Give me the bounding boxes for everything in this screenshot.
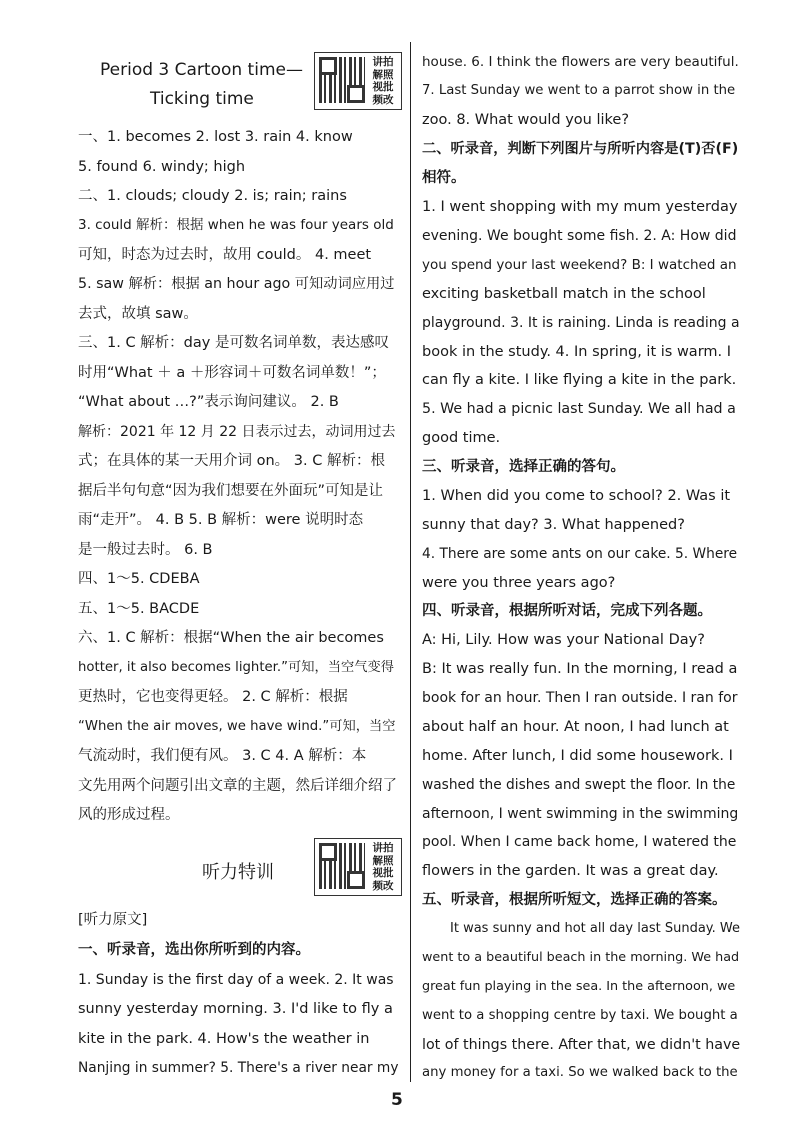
listening-heading: 四、听录音，根据所听对话，完成下列各题。 <box>422 603 712 619</box>
answer-line: 式；在具体的某一天用介词 on。 3. C 解析：根 <box>78 453 385 469</box>
listening-heading: 二、听录音，判断下列图片与所听内容是(T)否(F) <box>422 141 739 157</box>
answer-line: 可知，时态为过去时，故用 could。 4. meet <box>78 247 372 263</box>
qr-caption: 讲拍解照视批频改 <box>372 842 394 892</box>
listening-heading: 一、听录音，选出你所听到的内容。 <box>78 942 310 958</box>
script-line: book in the study. 4. In spring, it is warm. I <box>422 344 732 360</box>
answer-line: 3. could 解析：根据 when he was four years old <box>78 217 394 233</box>
answer-line: 风的形成过程。 <box>78 807 180 823</box>
script-line: were you three years ago? <box>422 575 616 591</box>
period-subtitle: Ticking time <box>150 89 254 109</box>
answer-line: 三、1. C 解析：day 是可数名词单数，表达感叹 <box>78 335 389 351</box>
script-label: [听力原文] <box>78 912 148 928</box>
script-line: 1. I went shopping with my mum yesterday <box>422 199 738 215</box>
answer-line: 雨“走开”。 4. B 5. B 解析：were 说明时态 <box>78 512 364 528</box>
script-line: 4. There are some ants on our cake. 5. Where <box>422 546 738 562</box>
answer-line: 六、1. C 解析：根据“When the air becomes <box>78 630 384 646</box>
column-divider <box>410 42 411 1082</box>
answer-line: 去式，故填 saw。 <box>78 306 198 322</box>
script-line: 5. We had a picnic last Sunday. We all had a <box>422 401 736 417</box>
script-line: 1. Sunday is the first day of a week. 2. It was <box>78 972 394 988</box>
period-title: Period 3 Cartoon time— <box>100 60 303 80</box>
script-line: home. After lunch, I did some housework. I <box>422 748 733 764</box>
answer-line: “When the air moves, we have wind.”可知，当空 <box>78 719 396 734</box>
listening-heading: 五、听录音，根据所听短文，选择正确的答案。 <box>422 892 727 908</box>
answer-line: 五、1～5. BACDE <box>78 601 200 617</box>
answer-line: 是一般过去时。 6. B <box>78 542 213 558</box>
script-line: went to a shopping centre by taxi. We bought a <box>422 1008 738 1023</box>
script-line: kite in the park. 4. How's the weather in <box>78 1031 370 1047</box>
answer-line: 5. saw 解析：根据 an hour ago 可知动词应用过 <box>78 276 395 292</box>
qr-caption: 讲拍解照视批频改 <box>372 56 394 106</box>
script-line: evening. We bought some fish. 2. A: How did <box>422 228 737 244</box>
script-line: lot of things there. After that, we didn't have <box>422 1037 741 1053</box>
section-title: 听力特训 <box>202 862 274 883</box>
answer-line: 时用“What ＋ a ＋形容词＋可数名词单数！”； <box>78 365 386 381</box>
answer-line: 四、1～5. CDEBA <box>78 571 200 587</box>
answer-line: 二、1. clouds; cloudy 2. is; rain; rains <box>78 188 347 204</box>
script-line: sunny that day? 3. What happened? <box>422 517 685 533</box>
script-line: went to a beautiful beach in the morning. We had <box>422 950 740 965</box>
script-line: washed the dishes and swept the floor. In the <box>422 777 736 793</box>
answer-line: hotter, it also becomes lighter.”可知，当空气变得 <box>78 660 394 675</box>
qr-code[interactable] <box>314 838 402 896</box>
answer-line: 一、1. becomes 2. lost 3. rain 4. know <box>78 129 353 145</box>
script-line: Nanjing in summer? 5. There's a river near my <box>78 1060 399 1076</box>
answer-line: 气流动时，我们便有风。 3. C 4. A 解析：本 <box>78 748 367 764</box>
script-line: B: It was really fun. In the morning, I read a <box>422 661 738 677</box>
script-line: playground. 3. It is raining. Linda is reading a <box>422 315 740 331</box>
script-line: good time. <box>422 430 501 446</box>
answer-line: 文先用两个问题引出文章的主题，然后详细介绍了 <box>78 778 397 794</box>
script-line: can fly a kite. I like flying a kite in the park. <box>422 372 737 388</box>
script-line: pool. When I came back home, I watered the <box>422 834 737 850</box>
qr-code-icon <box>319 57 365 103</box>
script-line: afternoon, I went swimming in the swimming <box>422 806 739 822</box>
listening-heading: 三、听录音，选择正确的答句。 <box>422 459 625 475</box>
script-line: It was sunny and hot all day last Sunday. We <box>450 921 740 936</box>
script-line: flowers in the garden. It was a great day. <box>422 863 719 879</box>
script-line: book for an hour. Then I ran outside. I ran for <box>422 690 738 706</box>
script-line: great fun playing in the sea. In the afternoon, we <box>422 979 736 994</box>
script-line: house. 6. I think the flowers are very beautiful. <box>422 54 739 70</box>
script-line: any money for a taxi. So we walked back to the <box>422 1065 738 1080</box>
answer-line: 5. found 6. windy; high <box>78 159 246 175</box>
page-number: 5 <box>391 1090 403 1110</box>
script-line: zoo. 8. What would you like? <box>422 112 630 128</box>
script-line: 1. When did you come to school? 2. Was it <box>422 488 731 504</box>
script-line: 7. Last Sunday we went to a parrot show in the <box>422 83 736 98</box>
script-line: A: Hi, Lily. How was your National Day? <box>422 632 705 648</box>
listening-heading: 相符。 <box>422 170 466 186</box>
script-line: exciting basketball match in the school <box>422 286 706 302</box>
script-line: sunny yesterday morning. 3. I'd like to fly a <box>78 1001 393 1017</box>
qr-code[interactable] <box>314 52 402 110</box>
answer-line: 更热时，它也变得更轻。 2. C 解析：根据 <box>78 689 348 705</box>
answer-line: 解析：2021 年 12 月 22 日表示过去，动词用过去 <box>78 424 396 440</box>
answer-line: “What about …?”表示询问建议。 2. B <box>78 394 339 410</box>
qr-code-icon <box>319 843 365 889</box>
answer-line: 据后半句句意“因为我们想要在外面玩”可知是让 <box>78 483 384 499</box>
script-line: about half an hour. At noon, I had lunch at <box>422 719 729 735</box>
script-line: you spend your last weekend? B: I watched an <box>422 257 737 273</box>
